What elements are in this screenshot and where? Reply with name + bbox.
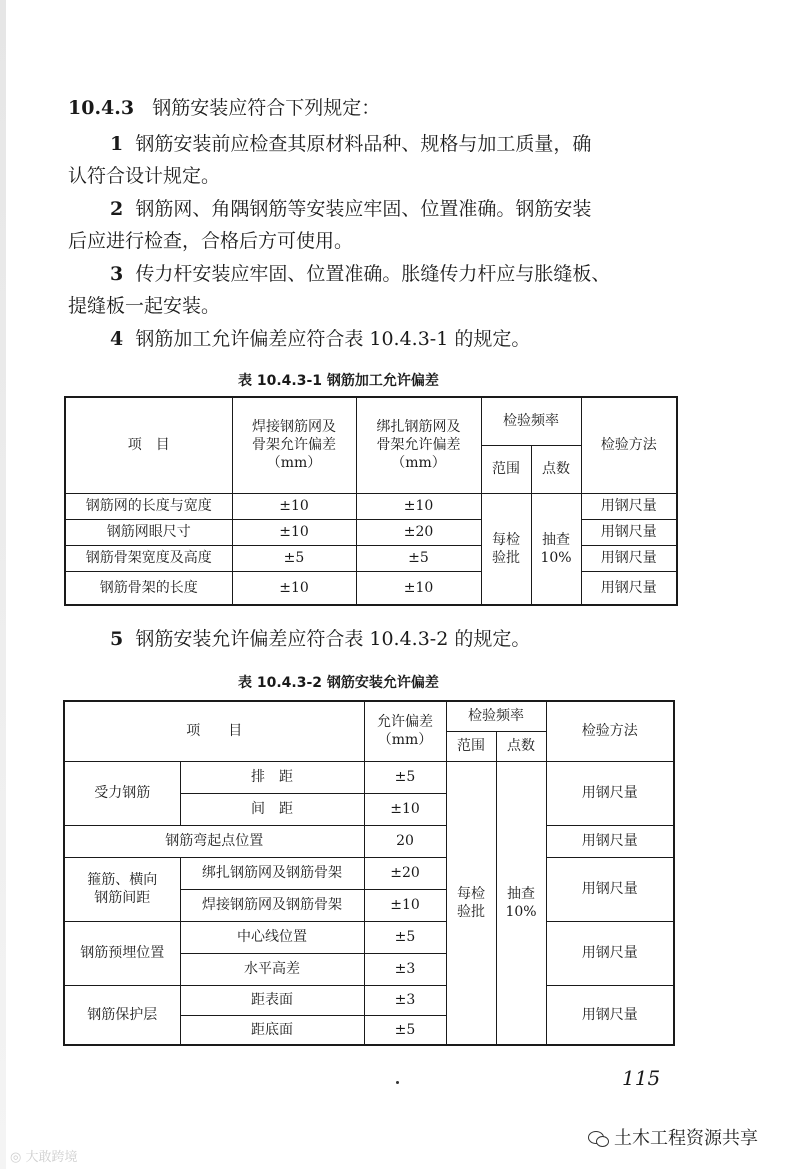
item-text: 传力杆安装应牢固、位置准确。胀缝传力杆应与胀缝板、 [135,263,611,285]
table-cell: ±10 [232,519,356,545]
table-row [65,519,677,545]
table-cell: ±5 [364,761,446,793]
table-1-header-points: 点数 [531,445,581,493]
table-cell: ±10 [356,493,481,519]
table-row [64,857,674,889]
table-cell: 用钢尺量 [581,493,677,519]
table-cell: ±5 [364,921,446,953]
table-cell: 钢筋骨架的长度 [65,571,232,605]
table-1-header-tied: 绑扎钢筋网及 骨架允许偏差 （mm） [356,397,481,493]
table-cell: 钢筋网的长度与宽度 [65,493,232,519]
table-cell: ±5 [364,1015,446,1045]
table-row [65,545,677,571]
table-1-points-cell: 抽查 10% [531,493,581,605]
table-cell: ±5 [232,545,356,571]
table-row [64,825,674,857]
table-row [64,761,674,793]
item-number: 3 [110,263,124,285]
table-cell: 受力钢筋 [64,761,180,825]
table-1-range-cell: 每检 验批 [481,493,531,605]
table-2-header-tolerance: 允许偏差 （mm） [364,701,446,761]
table-cell: 焊接钢筋网及钢筋骨架 [180,889,364,921]
table-row [65,571,677,605]
table-cell: 中心线位置 [180,921,364,953]
scan-dot [396,1081,399,1084]
table-cell: ±10 [232,571,356,605]
table-cell: 间 距 [180,793,364,825]
table-cell: ±5 [356,545,481,571]
table-2-header-range: 范围 [446,731,496,761]
item-2-line-1 [110,196,591,222]
table-cell: 用钢尺量 [546,921,674,985]
item-2-line-2: 后应进行检查，合格后方可使用。 [68,230,354,252]
item-3-line-1 [110,261,610,287]
table-cell: ±20 [364,857,446,889]
table-1-header-welded: 焊接钢筋网及 骨架允许偏差 （mm） [232,397,356,493]
table-1-header-method: 检验方法 [581,397,677,493]
footer-watermark-text: 大敢跨境 [25,1150,78,1165]
item-1-line-1 [110,131,591,157]
item-4-line-1 [110,326,530,352]
section-number: 10.4.3 [68,97,135,119]
table-2-range-cell: 每检 验批 [446,761,496,1045]
page-number: 115 [622,1066,661,1090]
table-cell: 距表面 [180,985,364,1015]
table-cell: 用钢尺量 [581,519,677,545]
table-cell: ±3 [364,985,446,1015]
table-cell: 用钢尺量 [581,571,677,605]
item-1-line-2: 认符合设计规定。 [68,165,221,187]
table-row [64,985,674,1015]
table-2-header-frequency: 检验频率 [446,701,546,731]
table-cell: ±10 [364,793,446,825]
table-cell: 距底面 [180,1015,364,1045]
table-2-header-item: 项 目 [64,701,364,761]
table-cell: 20 [364,825,446,857]
table-cell: ±20 [356,519,481,545]
table-2-caption: 表 10.4.3-2 钢筋安装允许偏差 [238,675,439,691]
table-cell: 钢筋预埋位置 [64,921,180,985]
table-2-header-points: 点数 [496,731,546,761]
item-text: 钢筋网、角隅钢筋等安装应牢固、位置准确。钢筋安装 [135,198,592,220]
item-number: 5 [110,628,124,650]
scan-edge [0,0,6,1169]
item-text: 钢筋安装允许偏差应符合表 10.4.3-2 的规定。 [135,628,531,650]
footer-account-name: 土木工程资源共享 [614,1128,758,1149]
table-cell: 用钢尺量 [546,857,674,921]
table-row [64,921,674,953]
section-heading [68,95,380,121]
table-1-header-item: 项 目 [65,397,232,493]
table-cell: 钢筋骨架宽度及高度 [65,545,232,571]
footer-watermark [10,1146,78,1165]
table-2-header-method: 检验方法 [546,701,674,761]
item-text: 钢筋加工允许偏差应符合表 10.4.3-1 的规定。 [135,328,531,350]
table-cell: ±3 [364,953,446,985]
wechat-icon [588,1130,610,1148]
table-cell: 排 距 [180,761,364,793]
table-cell: 钢筋弯起点位置 [64,825,364,857]
item-text: 钢筋安装前应检查其原材料品种、规格与加工质量，确 [135,133,592,155]
table-2 [63,700,675,1046]
table-cell: 水平高差 [180,953,364,985]
table-cell: 用钢尺量 [581,545,677,571]
table-cell: 用钢尺量 [546,985,674,1045]
table-2-points-cell: 抽查 10% [496,761,546,1045]
table-cell: ±10 [232,493,356,519]
item-number: 1 [110,133,124,155]
item-3-line-2: 提缝板一起安装。 [68,295,221,317]
table-1 [64,396,678,606]
table-cell: ±10 [364,889,446,921]
table-cell: 用钢尺量 [546,825,674,857]
item-5 [110,626,530,652]
item-number: 2 [110,198,124,220]
table-row [65,493,677,519]
table-cell: 用钢尺量 [546,761,674,825]
section-title: 钢筋安装应符合下列规定： [152,97,381,119]
table-1-caption: 表 10.4.3-1 钢筋加工允许偏差 [238,373,439,389]
table-1-header-frequency: 检验频率 [481,397,581,445]
table-cell: 箍筋、横向 钢筋间距 [64,857,180,921]
table-1-header-range: 范围 [481,445,531,493]
footer-account [588,1124,758,1150]
table-cell: 钢筋网眼尺寸 [65,519,232,545]
logo-icon: ◎ [10,1150,22,1165]
table-cell: 钢筋保护层 [64,985,180,1045]
item-number: 4 [110,328,124,350]
table-cell: ±10 [356,571,481,605]
table-cell: 绑扎钢筋网及钢筋骨架 [180,857,364,889]
